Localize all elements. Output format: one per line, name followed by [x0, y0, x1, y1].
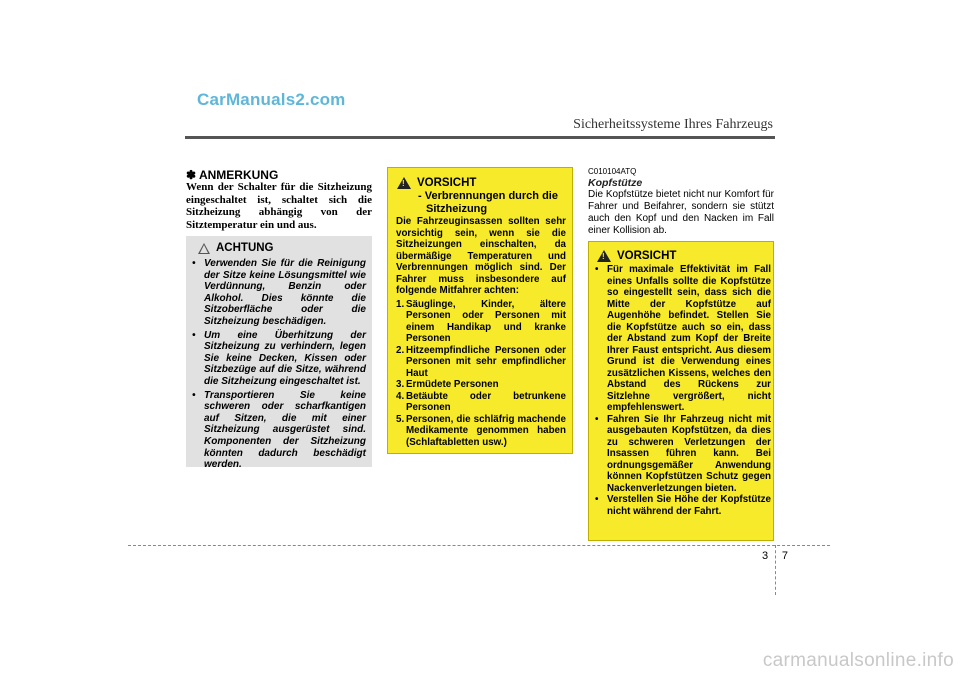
achtung-item: • Verwenden Sie für die Reinigung der Sitze keine Lösungsmittel wie Verdünnung, Benzin oder Alkohol. Dies könnte die Sitzoberfläche oder die Sitzheizung beschädigen.: [188, 258, 366, 328]
section-code: C010104ATQ: [588, 167, 637, 176]
list-item: • Verstellen Sie Höhe der Kopfstütze nicht während der Fahrt.: [591, 494, 771, 517]
warning-triangle-icon: [198, 243, 210, 254]
vorsicht-bullet-list: [591, 264, 771, 517]
list-item: [396, 414, 566, 449]
page-index: 7: [781, 550, 788, 562]
vorsicht-numbered-list: [396, 299, 566, 449]
watermark-bottom: carmanualsonline.info: [762, 650, 954, 671]
vorsicht-box-burns: [387, 167, 573, 454]
list-number: 1.: [396, 298, 405, 310]
warning-triangle-icon: [397, 177, 411, 189]
list-text: Betäubte oder betrunkene Personen: [406, 390, 566, 413]
note-text: Wenn der Schalter für die Sitzheizung eingeschaltet ist, schaltet sich die Sitzheizung abhängig von der Sitztemperatur ein und aus.: [186, 181, 372, 231]
list-number: 3.: [396, 379, 405, 390]
vorsicht-intro: Die Fahrzeuginsassen sollten sehr vorsichtig sein, wenn sie die Sitzheizungen einschalten, da übermäßige Temperaturen und Verbrennungen möglich sind. Der Fahrer muss insbesondere auf folgende Mitfahrer achten:: [396, 216, 566, 296]
list-item: [396, 391, 566, 414]
list-number: 4.: [396, 390, 405, 402]
achtung-title: ACHTUNG: [216, 242, 274, 254]
footer-divider: [128, 545, 830, 546]
achtung-item: • Transportieren Sie keine schweren oder scharfkantigen auf Sitzen, die mit einer Sitzheizung ausgerüstet sind. Komponenten der Sitzheizung könnten dadurch beschädigt werden.: [188, 390, 366, 471]
list-item: [396, 379, 566, 391]
section-subtitle: Kopfstütze: [588, 177, 643, 189]
list-item: • Für maximale Effektivität im Fall eines Unfalls sollte die Kopfstütze so eingestellt sein, dass sich die Mitte der Kopfstütze auf Augenhöhe befindet. Stellen Sie die Kopfstütze auch so ein, dass der Abstand zum Kopf der Breite Ihrer Faust entspricht. Aus diesem Grund ist die Verwendung eines zusätzlichen Kissens, welches den Abstand des Rückens zur Sitzlehne vergrößert, nicht empfehlenswert.: [591, 264, 771, 414]
vorsicht-title: VORSICHT: [417, 177, 477, 189]
vorsicht-body: [396, 216, 566, 448]
list-text: Ermüdete Personen: [406, 379, 499, 390]
section-text: Die Kopfstütze bietet nicht nur Komfort für Fahrer und Beifahrer, sondern sie stützt auch den Kopf und den Nacken im Fall einer Kollision ab.: [588, 189, 774, 236]
achtung-list: [188, 258, 366, 473]
list-number: 5.: [396, 413, 405, 425]
list-text: Personen, die schläfrig machende Medikamente genommen haben (Schlaftabletten usw.): [406, 413, 566, 448]
vorsicht-title: VORSICHT: [617, 250, 677, 262]
page-chapter: 3: [762, 550, 769, 562]
list-item: [396, 345, 566, 380]
achtung-item: • Um eine Überhitzung der Sitzheizung zu verhindern, legen Sie keine Decken, Kissen oder Sitzbezüge auf die Sitze, während die Sitzheizung eingeschaltet ist.: [188, 330, 366, 388]
note-title: ✽ ANMERKUNG: [186, 168, 279, 182]
header-rule: [185, 136, 775, 139]
vorsicht-header: [597, 250, 676, 262]
vorsicht-header: [397, 177, 476, 189]
list-item: [396, 299, 566, 345]
page-number: [762, 550, 788, 562]
vorsicht-box-headrest: [588, 241, 774, 541]
vorsicht-subtitle: - Verbrennungen durch die Sitzheizung: [418, 190, 558, 215]
page-header-title: Sicherheitssysteme Ihres Fahrzeugs: [573, 117, 773, 132]
list-text: Säuglinge, Kinder, ältere Personen oder Personen mit einem Handikap und kranke Personen: [406, 298, 566, 344]
watermark-top: CarManuals2.com: [197, 90, 346, 109]
list-item: • Fahren Sie Ihr Fahrzeug nicht mit ausgebauten Kopfstützen, da dies zu schweren Verletzungen der Insassen führen kann. Bei ordnungsgemäßer Anwendung können Kopfstützen Schutz gegen Nackenverletzungen bieten.: [591, 414, 771, 495]
list-text: Hitzeempfindliche Personen oder Personen mit sehr empfindlicher Haut: [406, 344, 566, 379]
achtung-header: [198, 242, 274, 254]
achtung-box: [186, 236, 372, 471]
warning-triangle-icon: [597, 250, 611, 262]
list-number: 2.: [396, 344, 405, 356]
